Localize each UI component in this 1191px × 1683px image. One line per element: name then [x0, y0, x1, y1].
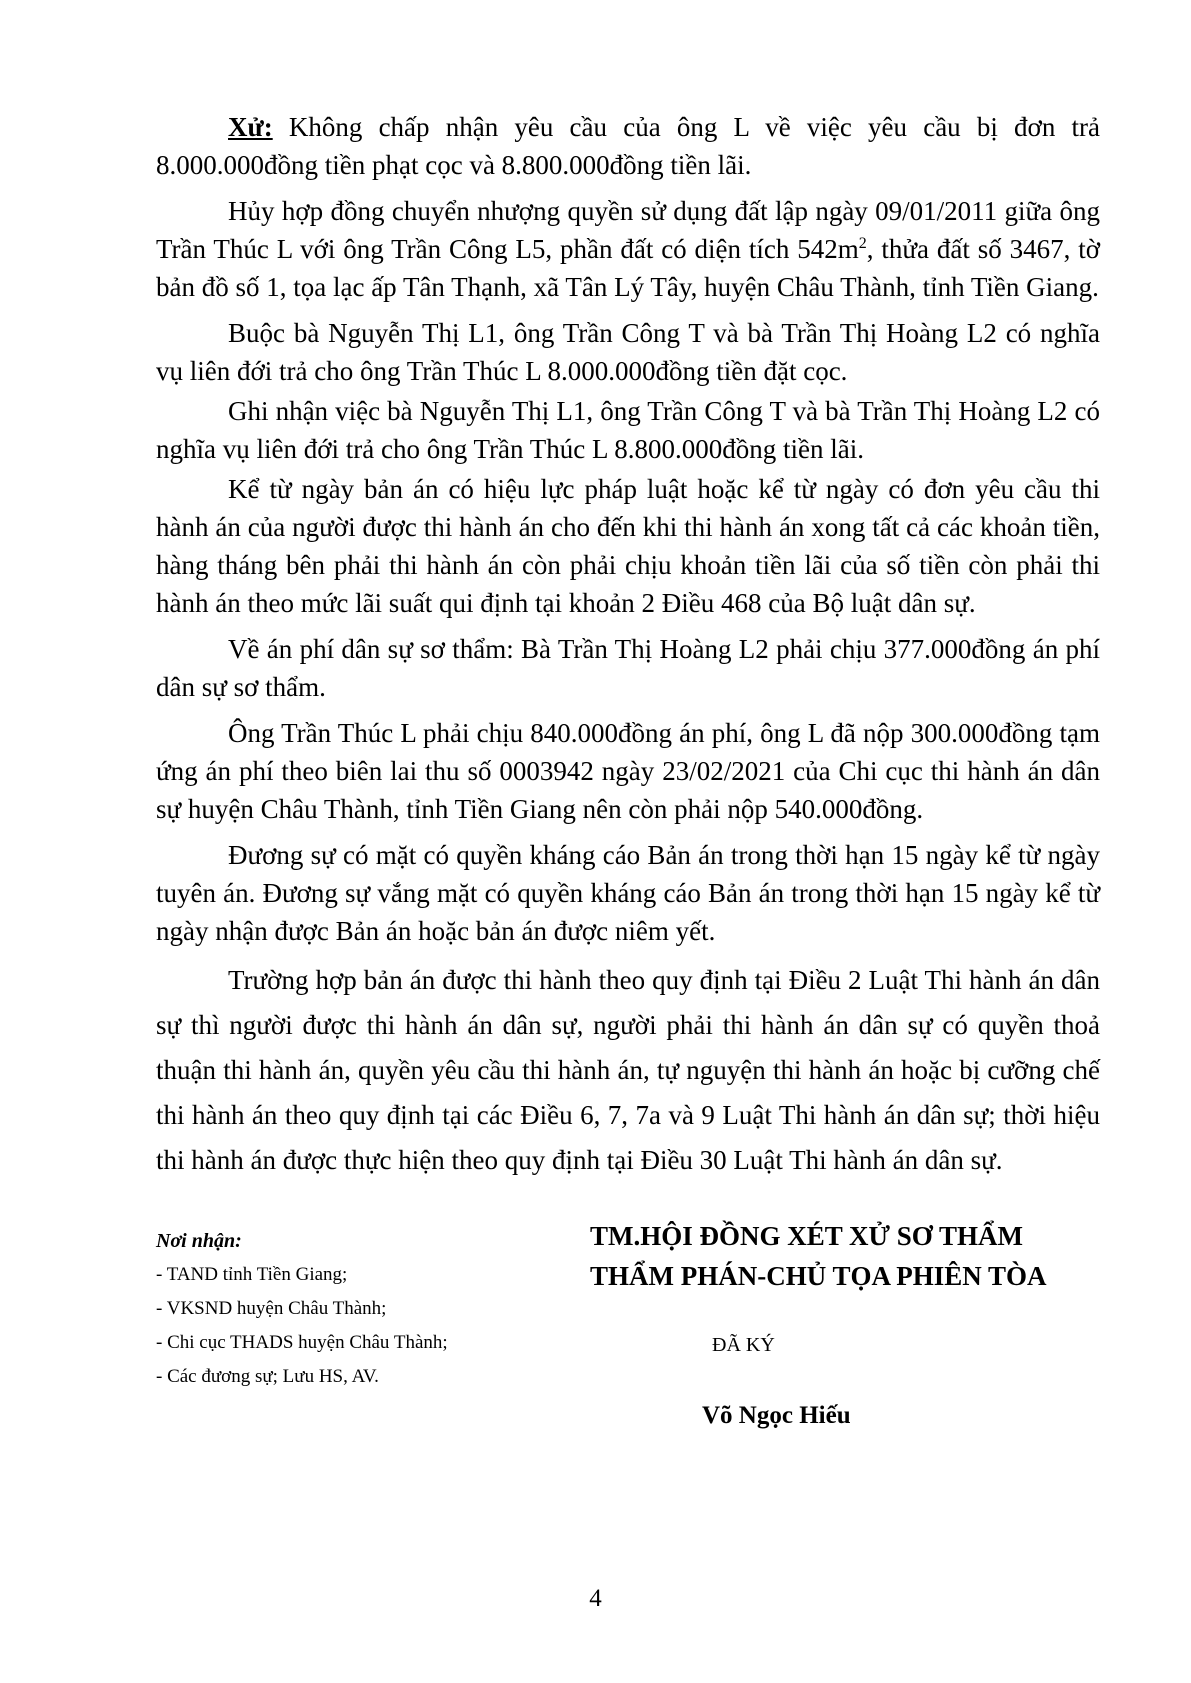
decision-paragraph-deposit: Buộc bà Nguyễn Thị L1, ông Trần Công T và bà Trần Thị Hoàng L2 có nghĩa vụ liên đới trả cho ông Trần Thúc L 8.000.000đồng tiền đặt cọc. [156, 318, 1100, 386]
recipients-block [156, 1224, 576, 1394]
judgment-decision-section [156, 108, 1100, 1183]
decision-paragraph-interest-ack: Ghi nhận việc bà Nguyễn Thị L1, ông Trần Công T và bà Trần Thị Hoàng L2 có nghĩa vụ liên đới trả cho ông Trần Thúc L 8.800.000đồng tiền lãi. [156, 396, 1100, 464]
decision-paragraph-cancel-contract [156, 192, 1100, 306]
cancel-contract-text: Hủy hợp đồng chuyển nhượng quyền sử dụng đất lập ngày 09/01/2011 giữa ông Trần Thúc L với ông Trần Công L5, phần đất có diện tích 542m [156, 196, 1100, 264]
recipient-item: - Chi cục THADS huyện Châu Thành; [156, 1332, 448, 1353]
signature-judge-title: THẨM PHÁN-CHỦ TỌA PHIÊN TÒA [590, 1261, 1047, 1291]
signature-status: ĐÃ KÝ [712, 1334, 775, 1356]
decision-paragraph-rejection [156, 108, 1100, 184]
recipient-item: - TAND tỉnh Tiền Giang; [156, 1264, 348, 1285]
decision-paragraph-late-interest: Kể từ ngày bản án có hiệu lực pháp luật hoặc kể từ ngày có đơn yêu cầu thi hành án của người được thi hành án cho đến khi thi hành án xong tất cả các khoản tiền, hàng tháng bên phải thi hành án còn phải chịu khoản tiền lãi của số tiền còn phải thi hành án theo mức lãi suất qui định tại khoản 2 Điều 468 của Bộ luật dân sự. [156, 474, 1100, 618]
signature-council-title: TM.HỘI ĐỒNG XÉT XỬ SƠ THẨM [590, 1221, 1024, 1251]
decision-paragraph-court-fee-l2: Về án phí dân sự sơ thẩm: Bà Trần Thị Hoàng L2 phải chịu 377.000đồng án phí dân sự sơ thẩm. [156, 634, 1100, 702]
cancel-contract-text-cont: , thửa đất số 3467, tờ bản đồ số 1, tọa lạc ấp Tân Thạnh, xã Tân Lý Tây, huyện Châu Thành, tỉnh Tiền Giang. [156, 234, 1100, 302]
signature-block [590, 1216, 1110, 1429]
signer-name: Võ Ngọc Hiếu [702, 1402, 851, 1429]
recipients-heading: Nơi nhận: [156, 1230, 242, 1252]
recipient-item: - VKSND huyện Châu Thành; [156, 1298, 387, 1319]
decision-paragraph-enforcement: Trường hợp bản án được thi hành theo quy định tại Điều 2 Luật Thi hành án dân sự thì người được thi hành án dân sự, người phải thi hành án dân sự có quyền thoả thuận thi hành án, quyền yêu cầu thi hành án, tự nguyện thi hành án hoặc bị cưỡng chế thi hành án theo quy định tại các Điều 6, 7, 7a và 9 Luật Thi hành án dân sự; thời hiệu thi hành án được thực hiện theo quy định tại Điều 30 Luật Thi hành án dân sự. [156, 965, 1100, 1175]
decision-label: Xử: [228, 112, 273, 142]
decision-paragraph-court-fee-l: Ông Trần Thúc L phải chịu 840.000đồng án phí, ông L đã nộp 300.000đồng tạm ứng án phí theo biên lai thu số 0003942 ngày 23/02/2021 của Chi cục thi hành án dân sự huyện Châu Thành, tỉnh Tiền Giang nên còn phải nộp 540.000đồng. [156, 718, 1100, 824]
decision-paragraph-appeal: Đương sự có mặt có quyền kháng cáo Bản án trong thời hạn 15 ngày kể từ ngày tuyên án. Đương sự vắng mặt có quyền kháng cáo Bản án trong thời hạn 15 ngày kể từ ngày nhận được Bản án hoặc bản án được niêm yết. [156, 840, 1100, 946]
page-number: 4 [589, 1585, 602, 1612]
decision-rejection-text: Không chấp nhận yêu cầu của ông L về việc yêu cầu bị đơn trả 8.000.000đồng tiền phạt cọc và 8.800.000đồng tiền lãi. [156, 112, 1100, 180]
recipient-item: - Các đương sự; Lưu HS, AV. [156, 1366, 379, 1387]
area-unit-superscript: 2 [858, 235, 867, 252]
